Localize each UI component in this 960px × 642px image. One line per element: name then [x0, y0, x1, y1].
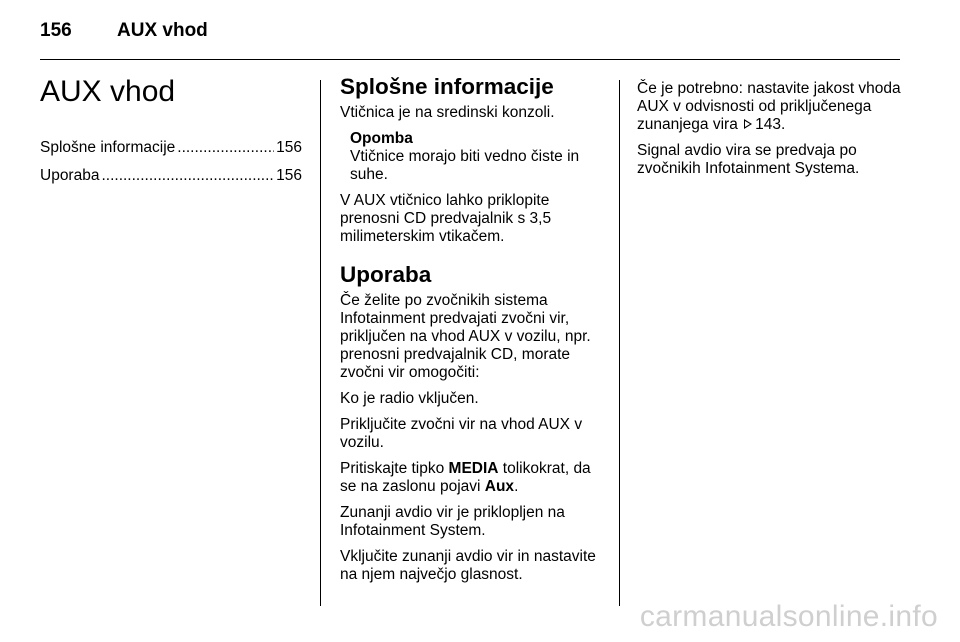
paragraph: Zunanji avdio vir je priklopljen na Infotainment System.: [340, 504, 565, 539]
paragraph: Priključite zvočni vir na vhod AUX v vozilu.: [340, 416, 583, 451]
paragraph: Vključite zunanji avdio vir in nastavite na njem največjo glasnost.: [340, 548, 596, 583]
media-key-label: MEDIA: [448, 460, 499, 477]
column-divider-2: [619, 80, 620, 606]
toc-entry-splosne[interactable]: [40, 139, 302, 157]
page-header: [40, 20, 208, 42]
paragraph: Vtičnica je na sredinski konzoli.: [340, 104, 555, 121]
note-box: [350, 130, 605, 184]
text-run: Pritiskajte tipko: [340, 460, 449, 477]
heading-usage: Uporaba: [340, 262, 432, 287]
note-text: Vtičnice morajo biti vedno čiste in suhe.: [350, 148, 580, 183]
page-number: 156: [40, 20, 72, 41]
paragraph: [340, 460, 605, 496]
paragraph: Signal avdio vira se predvaja po zvočnikih Infotainment Systema.: [637, 142, 860, 177]
text-run: tolikokrat, da se na zaslonu pojavi: [340, 460, 591, 495]
paragraph: Ko je radio vključen.: [340, 390, 479, 407]
toc-page: 156: [276, 167, 302, 184]
column-toc: [40, 74, 302, 195]
paragraph: V AUX vtičnico lahko priklopite prenosni CD predvajalnik s 3,5 milimeterskim vtikačem.: [340, 192, 552, 245]
toc-leader: [101, 167, 274, 185]
paragraph: Če želite po zvočnikih sistema Infotainment predvajati zvočni vir, priključen na vhod AUX v vozilu, npr. prenosni predvajalnik CD, morate zvočni vir omogočiti:: [340, 292, 591, 381]
column-main: [340, 74, 605, 592]
toc-page: 156: [276, 139, 302, 156]
text-run: Če je potrebno: nastavite jakost vhoda AUX v odvisnosti od priključenega zunanjega vira: [637, 80, 901, 133]
page-reference[interactable]: 143: [755, 116, 782, 133]
aux-display-label: Aux: [484, 478, 515, 495]
toc-label: Splošne informacije: [40, 139, 176, 156]
column-right: [637, 80, 907, 186]
column-divider-1: [320, 80, 321, 606]
heading-general-info: Splošne informacije: [340, 74, 554, 99]
chapter-title: AUX vhod: [40, 75, 176, 108]
note-title: Opomba: [350, 130, 413, 147]
toc-entry-uporaba[interactable]: [40, 167, 302, 185]
running-section-title: AUX vhod: [117, 20, 208, 41]
watermark: carmanualsonline.info: [639, 600, 938, 633]
toc-leader: [177, 139, 274, 157]
text-run: .: [781, 116, 786, 133]
toc-label: Uporaba: [40, 167, 100, 184]
header-rule: [40, 59, 900, 60]
text-run: .: [514, 478, 519, 495]
page-reference-arrow-icon: [744, 119, 752, 129]
paragraph: [637, 80, 907, 134]
